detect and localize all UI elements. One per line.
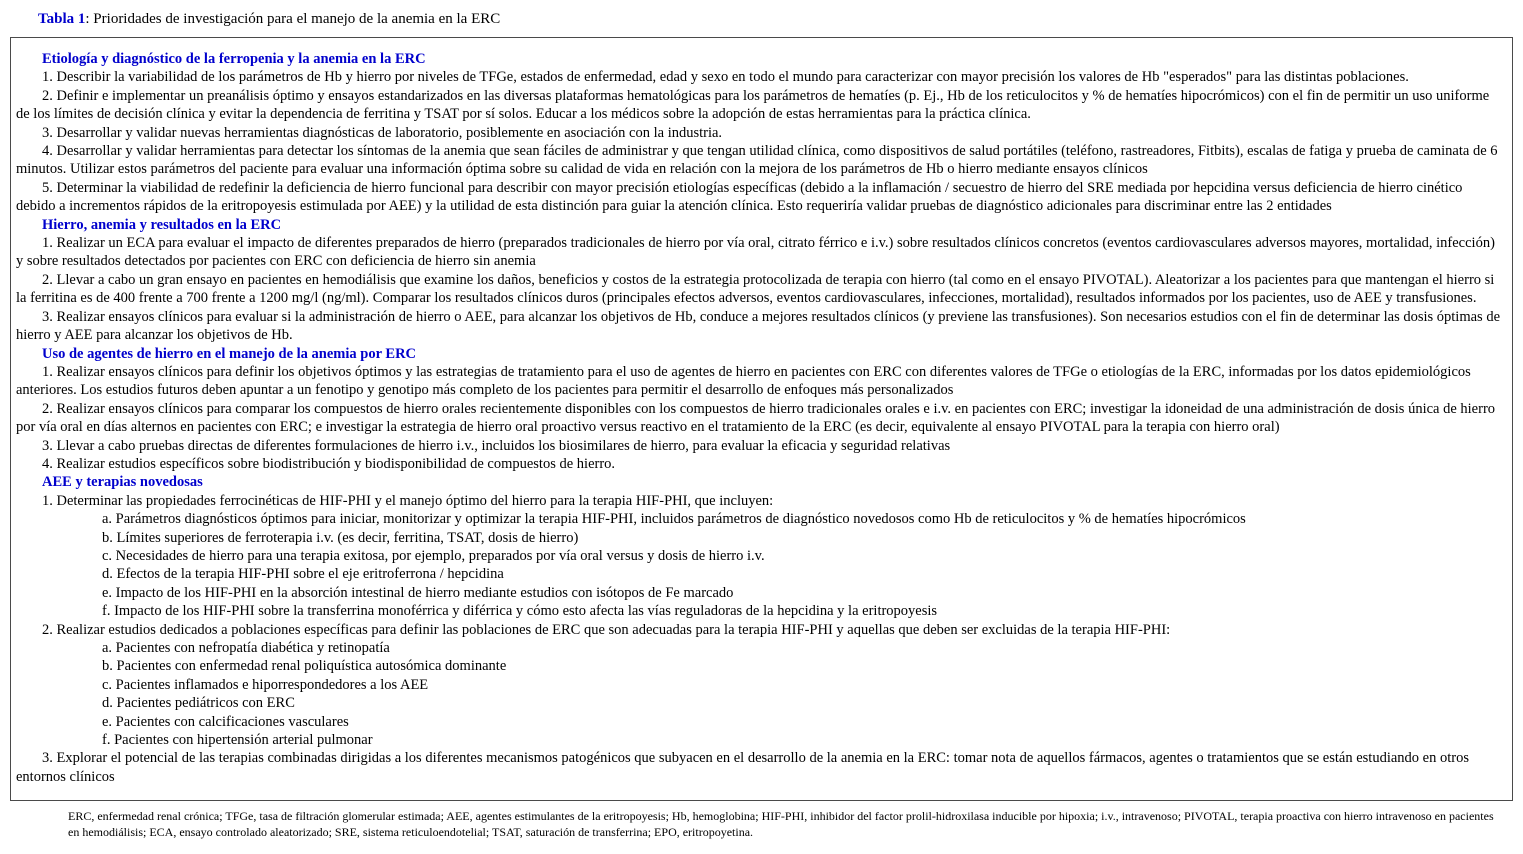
sub-list-item: f. Impacto de los HIF-PHI sobre la transferrina monoférrica y diférrica y cómo esto afecta las vías reguladoras de la hepcidina y la eritropoyesis: [102, 603, 938, 620]
sub-list-item: d. Efectos de la terapia HIF-PHI sobre el eje eritroferrona / hepcidina: [102, 566, 504, 583]
sub-list-item: c. Necesidades de hierro para una terapia exitosa, por ejemplo, preparados por vía oral versus y dosis de hierro i.v.: [102, 547, 765, 564]
list-item: 2. Definir e implementar un preanálisis óptimo y ensayos estandarizados en las diversas plataformas hematológicas para los parámetros de hematíes (p. Ej., Hb de los reticulocitos y % de hematíes hipocrómicos) con el fin de permitir un uso uniforme de los límites de decisión clínica y evitar la dependencia de ferritina y TSAT por sí solos. Educar a los médicos sobre la adopción de estas herramientas para la práctica clínica.: [16, 87, 1490, 123]
sub-list-item: d. Pacientes pediátricos con ERC: [102, 695, 295, 712]
list-item: 1. Realizar un ECA para evaluar el impacto de diferentes preparados de hierro (preparados tradicionales de hierro por vía oral, citrato férrico e i.v.) sobre resultados clínicos concretos (eventos cardiovasculares adversos mayores, mortalidad, infección) y sobre resultados detectados por pacientes con ERC con deficiencia de hierro sin anemia: [16, 235, 1495, 270]
sub-list-item: a. Parámetros diagnósticos óptimos para iniciar, monitorizar y optimizar la terapia HIF-PHI, incluidos parámetros de diagnóstico novedosos como Hb de reticulocitos y % de hematíes hipocrómicos: [102, 511, 1246, 528]
list-item: 5. Determinar la viabilidad de redefinir la deficiencia de hierro funcional para describir con mayor precisión etiologías específicas (debido a la inflamación / secuestro de hierro del SRE mediada por hepcidina versus deficiencia de hierro cinético debido a incrementos rápidos de la eritropoyesis estimulada por AEE) y la utilidad de esta distinción para guiar la atención clínica. Esto requeriría validar pruebas de diagnóstico adicionales para discriminar entre las 2 entidades: [16, 179, 1463, 215]
table-caption: : Prioridades de investigación para el manejo de la anemia en la ERC: [85, 11, 501, 27]
sub-list-item: b. Pacientes con enfermedad renal poliquística autosómica dominante: [102, 658, 507, 675]
list-item: 2. Realizar estudios dedicados a poblaciones específicas para definir las poblaciones de ERC que son adecuadas para la terapia HIF-PHI y aquellas que deben ser excluidas de la terapia HIF-PHI:: [42, 621, 1171, 638]
section-heading: Uso de agentes de hierro en el manejo de la anemia por ERC: [42, 345, 417, 362]
sub-list-item: b. Límites superiores de ferroterapia i.v. (es decir, ferritina, TSAT, dosis de hierro): [102, 529, 579, 546]
list-item: 4. Desarrollar y validar herramientas para detectar los síntomas de la anemia que sean fáciles de administrar y que tengan utilidad clínica, como dispositivos de salud portátiles (teléfono, rastreadores, Fitbits), escalas de fatiga y prueba de caminata de 6 minutos. Utilizar estos parámetros del paciente para evaluar una información óptima sobre su calidad de vida en relación con la mejora de los parámetros de Hb o hierro mediante ensayos clínicos: [16, 143, 1498, 178]
list-item: 2. Realizar ensayos clínicos para comparar los compuestos de hierro orales recientemente disponibles con los compuestos de hierro tradicionales orales e i.v. en pacientes con ERC; investigar la idoneidad de una administración de dosis única de hierro por vía oral en días alternos en pacientes con ERC; e investigar la estrategia de hierro oral proactivo versus reactivo en el tratamiento de la ERC (es decir, equivalente al ensayo PIVOTAL para la terapia con hierro oral): [16, 400, 1496, 436]
table-body: [10, 37, 1513, 801]
list-item: 3. Desarrollar y validar nuevas herramientas diagnósticas de laboratorio, posiblemente en asociación con la industria.: [42, 124, 723, 141]
list-item: 1. Describir la variabilidad de los parámetros de Hb y hierro por niveles de TFGe, estados de enfermedad, edad y sexo en todo el mundo para caracterizar con mayor precisión los valores de Hb "esperados" para las distintas poblaciones.: [42, 69, 1409, 86]
list-item: 2. Llevar a cabo un gran ensayo en pacientes en hemodiálisis que examine los daños, beneficios y costos de la estrategia protocolizada de terapia con hierro (tal como en el ensayo PIVOTAL). Aleatorizar a los pacientes para que mantengan el hierro si la ferritina es de 400 frente a 700 frente a 1200 mg/l (ng/ml). Comparar los resultados clínicos duros (principales efectos adversos, eventos cardiovasculares, infecciones, mortalidad), resultados informados por los pacientes, uso de AEE y transfusiones.: [16, 271, 1495, 307]
table-title: [38, 10, 1513, 28]
list-item: 3. Realizar ensayos clínicos para evaluar si la administración de hierro o AEE, para alcanzar los objetivos de Hb, conduce a mejores resultados clínicos (y previene las transfusiones). Son necesarios estudios con el fin de determinar las dosis óptimas de hierro y AEE para alcanzar los objetivos de Hb.: [16, 308, 1501, 344]
section-heading: Etiología y diagnóstico de la ferropenia y la anemia en la ERC: [42, 51, 426, 67]
list-item: 1. Determinar las propiedades ferrocinéticas de HIF-PHI y el manejo óptimo del hierro para la terapia HIF-PHI, que incluyen:: [42, 492, 774, 509]
list-item: 3. Explorar el potencial de las terapias combinadas dirigidas a los diferentes mecanismos patogénicos que subyacen en el desarrollo de la anemia en la ERC: tomar nota de aquellos fármacos, agentes o tratamientos que se están estudiando en otros entornos clínicos: [16, 750, 1469, 785]
list-item: 4. Realizar estudios específicos sobre biodistribución y biodisponibilidad de compuestos de hierro.: [42, 455, 616, 472]
sub-list-item: f. Pacientes con hipertensión arterial pulmonar: [102, 732, 373, 749]
sub-list-item: e. Pacientes con calcificaciones vasculares: [102, 713, 349, 730]
section-heading: AEE y terapias novedosas: [42, 474, 203, 491]
list-item: 3. Llevar a cabo pruebas directas de diferentes formulaciones de hierro i.v., incluidos los biosimilares de hierro, para evaluar la eficacia y seguridad relativas: [42, 437, 951, 454]
sub-list-item: c. Pacientes inflamados e hiporrespondedores a los AEE: [102, 676, 429, 693]
sub-list-item: a. Pacientes con nefropatía diabética y retinopatía: [102, 640, 390, 656]
sub-list-item: e. Impacto de los HIF-PHI en la absorción intestinal de hierro mediante estudios con isótopos de Fe marcado: [102, 584, 734, 601]
list-item: 1. Realizar ensayos clínicos para definir los objetivos óptimos y las estrategias de tratamiento para el uso de agentes de hierro en pacientes con ERC con diferentes valores de TFGe o etiologías de la ERC, informadas por los datos epidemiológicos anteriores. Los estudios futuros deben apuntar a un fenotipo y genotipo más completo de los pacientes para permitir el desarrollo de enfoques más personalizados: [16, 363, 1471, 399]
section-heading: Hierro, anemia y resultados en la ERC: [42, 216, 282, 233]
table-number-label: Tabla 1: [38, 11, 86, 27]
table-footnote: ERC, enfermedad renal crónica; TFGe, tasa de filtración glomerular estimada; AEE, agentes estimulantes de la eritropoyesis; Hb, hemoglobina; HIF-PHI, inhibidor del factor prolil-hidroxilasa inducible por hipoxia; i.v., intravenoso; PIVOTAL, terapia proactiva con hierro intravenoso en pacientes en hemodiálisis; ECA, ensayo controlado aleatorizado; SRE, sistema reticuloendotelial; TSAT, saturación de transferrina; EPO, eritropoyetina.: [68, 809, 1494, 839]
